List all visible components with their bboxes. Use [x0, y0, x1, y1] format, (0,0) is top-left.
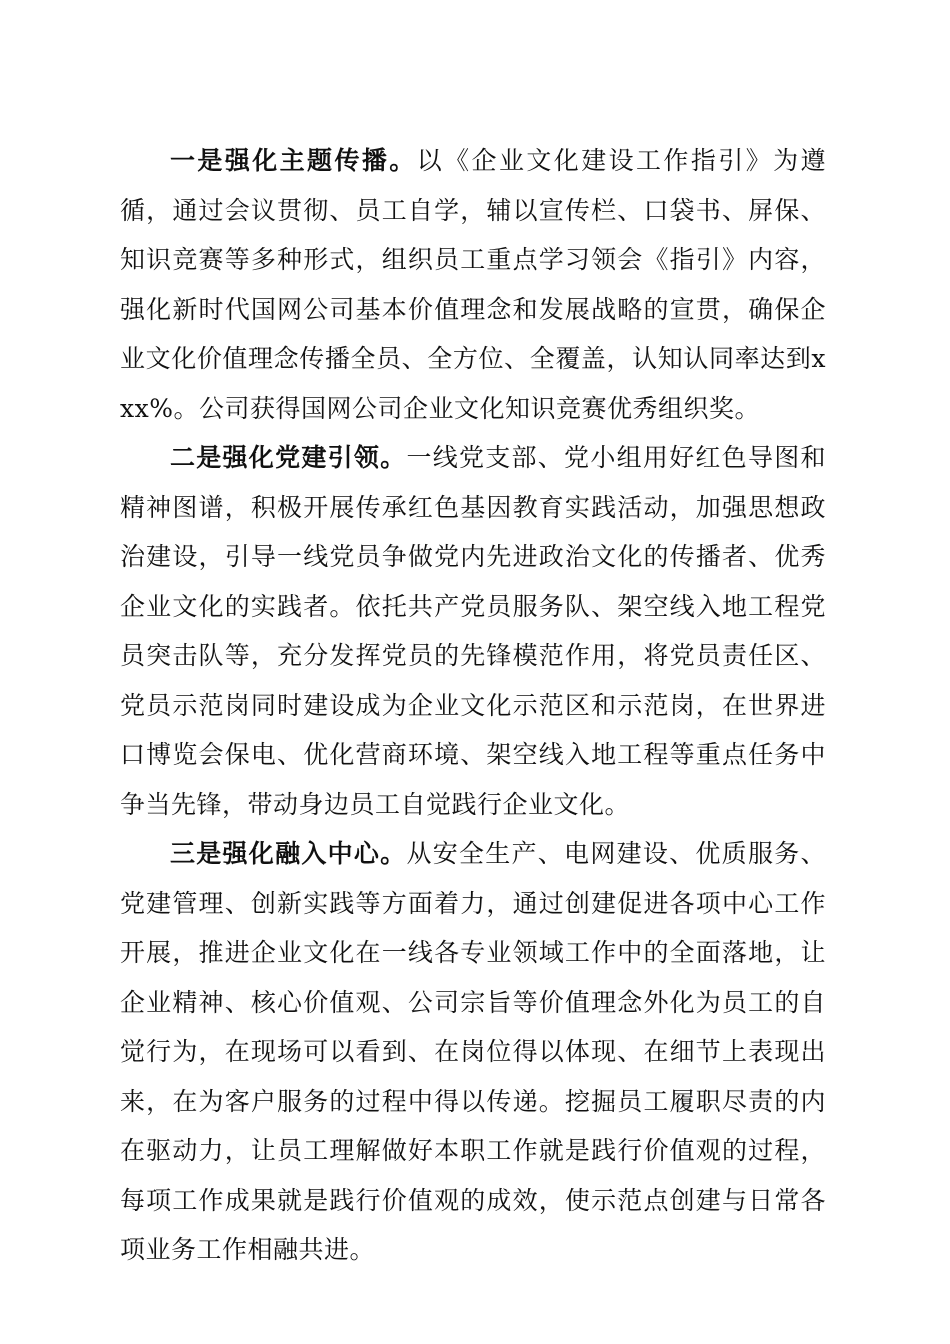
paragraph-text: 一线党支部、党小组用好红色导图和精神图谱，积极开展传承红色基因教育实践活动，加强思想政治建设，引导一线党员争做党内先进政治文化的传播者、优秀企业文化的实践者。依托共产党员服务队、架空线入地工程党员突击队等，充分发挥党员的先锋模范作用，将党员责任区、党员示范岗同时建设成为企业文化示范区和示范岗，在世界进口博览会保电、优化营商环境、架空线入地工程等重点任务中争当先锋，带动身边员工自觉践行企业文化。: [120, 443, 826, 819]
paragraph-integration-center: [120, 829, 826, 1275]
paragraph-text: 以《企业文化建设工作指引》为遵循，通过会议贯彻、员工自学，辅以宣传栏、口袋书、屏保、知识竞赛等多种形式，组织员工重点学习领会《指引》内容，强化新时代国网公司基本价值理念和发展战略的宣贯，确保企业文化价值理念传播全员、全方位、全覆盖，认知认同率达到xxx%。公司获得国网公司企业文化知识竞赛优秀组织奖。: [120, 146, 826, 423]
paragraph-lead: 三是强化融入中心。: [170, 839, 407, 868]
paragraph-theme-communication: [120, 136, 826, 433]
document-body: [120, 136, 826, 1275]
paragraph-party-leadership: [120, 433, 826, 829]
paragraph-text: 从安全生产、电网建设、优质服务、党建管理、创新实践等方面着力，通过创建促进各项中心工作开展，推进企业文化在一线各专业领域工作中的全面落地，让企业精神、核心价值观、公司宗旨等价值理念外化为员工的自觉行为，在现场可以看到、在岗位得以体现、在细节上表现出来，在为客户服务的过程中得以传递。挖掘员工履职尽责的内在驱动力，让员工理解做好本职工作就是践行价值观的过程，每项工作成果就是践行价值观的成效，使示范点创建与日常各项业务工作相融共进。: [120, 839, 826, 1264]
paragraph-lead: 二是强化党建引领。: [170, 443, 407, 472]
paragraph-lead: 一是强化主题传播。: [170, 146, 417, 175]
